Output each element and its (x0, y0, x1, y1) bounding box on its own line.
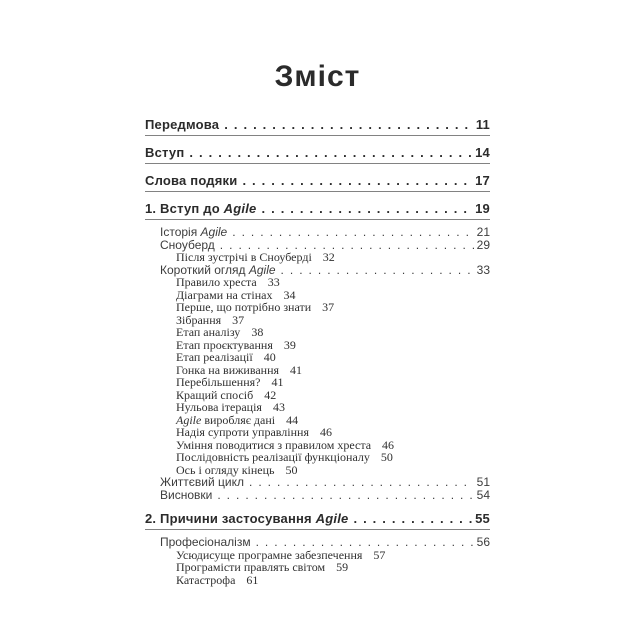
toc-page-number: 46 (382, 437, 395, 452)
toc-page-number: 56 (476, 535, 490, 549)
toc-entry-label: 2. Причини застосування Agile (145, 511, 349, 526)
toc-entry-label: Історія Agile (160, 225, 228, 239)
toc-entry-label: Життєвий цикл (160, 475, 244, 489)
toc-entry-label: Професіоналізм (160, 535, 251, 549)
toc-entry-label: Етап проєктування (176, 337, 273, 352)
toc-entry-level1 (145, 511, 490, 530)
toc-page-number: 46 (320, 425, 332, 439)
toc-page-number: 59 (336, 560, 349, 574)
toc-leader-dots (224, 117, 473, 132)
toc-entry-label: Катастрофа (176, 572, 236, 587)
toc-content (145, 62, 490, 586)
toc-leader-dots (249, 476, 474, 489)
toc-page-number: 44 (286, 412, 299, 427)
toc-page-number: 61 (246, 572, 259, 587)
toc-page-number: 32 (322, 250, 335, 264)
toc-leader-dots (217, 489, 473, 502)
toc-entry-label: Слова подяки (145, 173, 238, 188)
toc-entry-label: Перебільшення? (176, 375, 261, 389)
page-title: Зміст (274, 60, 361, 93)
toc-entry-label: Надія супроти управління (176, 425, 309, 439)
toc-page-number: 57 (373, 547, 386, 562)
toc-page-number: 21 (476, 225, 490, 239)
toc-entry-label: Етап реалізації (176, 350, 253, 364)
toc-entry-label: Гонка на виживання (176, 362, 280, 377)
toc-page-number: 41 (271, 375, 284, 389)
toc-entry-label: Сноуберд (160, 237, 215, 252)
toc-entry-level1 (145, 145, 490, 164)
toc-page-number: 37 (322, 300, 335, 314)
toc-leader-dots (261, 201, 472, 216)
toc-page-number: 38 (251, 325, 264, 339)
toc-page-number: 11 (475, 117, 490, 132)
toc-entry-label: Перше, що потрібно знати (176, 300, 312, 314)
toc-entry-label: Уміння поводитися з правилом хреста (176, 437, 372, 452)
toc-entry-label: Висновки (160, 487, 213, 502)
toc-entry-label: Кращий спосіб (176, 387, 254, 402)
toc-entry-label: Вступ (145, 145, 185, 160)
toc-page-number: 19 (475, 201, 490, 216)
toc-leader-dots (353, 511, 472, 526)
toc-entry-label: Передмова (145, 117, 220, 132)
toc-entry-label: Правило хреста (176, 275, 257, 289)
toc-entry-label: Після зустрічі в Сноуберді (176, 250, 312, 264)
toc-page-number: 50 (380, 450, 393, 464)
toc-page-number: 14 (475, 145, 490, 160)
toc-entry-label: Нульова ітерація (176, 400, 262, 414)
toc-page-number: 55 (475, 511, 490, 526)
toc-page-number: 37 (232, 312, 245, 327)
toc-leader-dots (232, 226, 473, 239)
toc-entry-label: Усюдисуще програмне забезпечення (176, 547, 363, 562)
toc-page-number: 29 (476, 237, 490, 252)
toc-entry-label: Короткий огляд Agile (160, 262, 276, 277)
toc-entry-level3 (176, 301, 490, 314)
toc-page-number: 51 (476, 475, 490, 489)
toc-entry-label: Програмісти правлять світом (176, 560, 326, 574)
toc-page-number: 43 (272, 400, 285, 414)
toc-leader-dots (242, 173, 472, 188)
toc-leader-dots (281, 264, 474, 277)
toc-page-number: 34 (283, 287, 296, 302)
toc-entry-label: Зібрання (176, 312, 222, 327)
toc-entry-level2 (160, 489, 490, 502)
toc-list (145, 117, 490, 586)
toc-page-number: 42 (264, 387, 277, 402)
toc-page-number: 40 (263, 350, 276, 364)
toc-page-number: 39 (283, 337, 296, 352)
toc-page-number: 33 (476, 262, 490, 277)
toc-entry-label: Послідовність реалізації функціоналу (176, 450, 370, 464)
toc-entry-label: 1. Вступ до Agile (145, 201, 257, 216)
toc-entry-label: Ось і огляду кінець (176, 462, 275, 477)
toc-entry-label: Етап аналізу (176, 325, 241, 339)
toc-entry-label: Agile виробляє дані (176, 412, 276, 427)
toc-entry-level1 (145, 117, 490, 136)
toc-page-number: 50 (285, 462, 298, 477)
toc-leader-dots (189, 145, 472, 160)
toc-entry-level1 (145, 201, 490, 220)
toc-page-number: 41 (290, 362, 303, 377)
toc-page-number: 33 (267, 275, 280, 289)
toc-entry-level3 (176, 574, 490, 587)
toc-page-number: 17 (475, 173, 490, 188)
toc-page-number: 54 (476, 487, 490, 502)
toc-entry-label: Діаграми на стінах (176, 287, 273, 302)
toc-entry-level1 (145, 173, 490, 192)
